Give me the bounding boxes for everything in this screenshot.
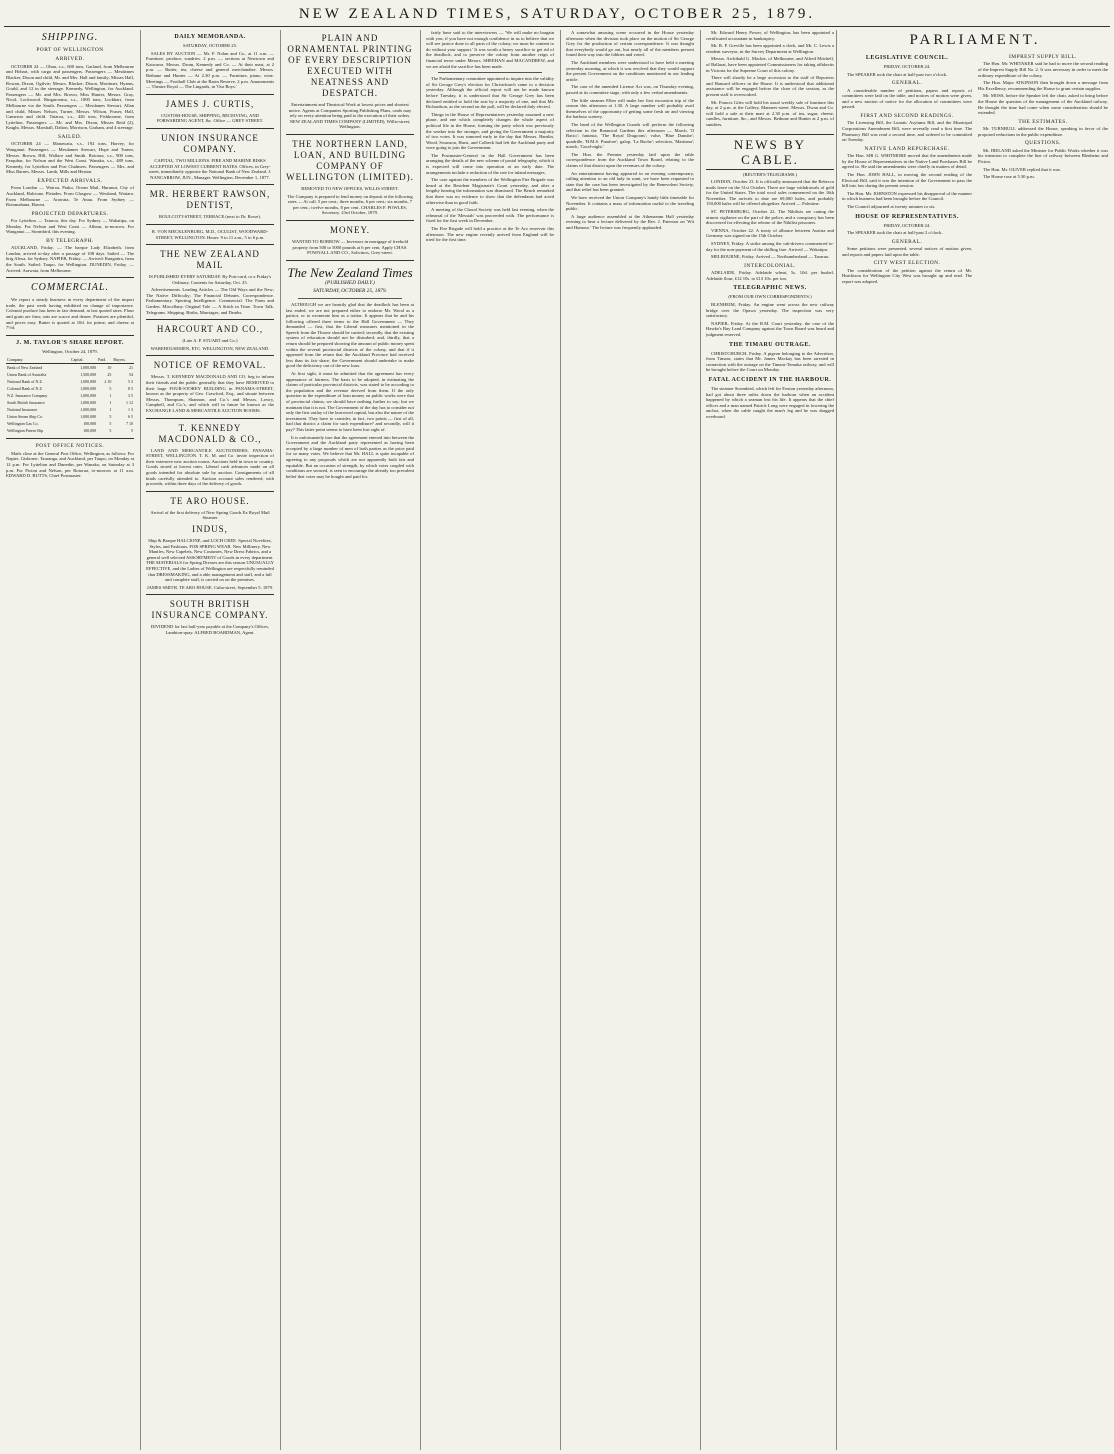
parliament-paragraph: Mr. MOSS, before the Speaker left the chair, asked to bring before the House the question of the management of the Auckland railway. He thought the time had come when some consideration should be extended. [978,93,1108,116]
parliament-heading: PARLIAMENT. [909,32,1041,48]
page-header: NEW ZEALAND TIMES, SATURDAY, OCTOBER 25, 1879. [298,6,816,22]
tearo-ad-arrival: Arrival of the first delivery of New Spring Goods Ex Royal Mail Steamer [150,509,270,521]
news-paragraph: Messrs. Archibald G. Mackie, of Melbourne, and Alfred Mitchell, of Ballarat, have been appointed Commissioners for taking affidavits in Victoria for the Supreme Court of this colony. [706,56,834,73]
divider [286,260,414,261]
column-news-2 [566,30,694,1450]
table-cell: 6 5 [128,414,133,420]
column-rule [280,30,281,1450]
south-british-ad-text: DIVIDEND for last half-year payable at the Company's Offices, Lambton-quay. ALFRED BOARDMAN, Agent. [150,624,270,635]
parliament-paragraph: The SPEAKER took the chair at half-past 2 o'clock. [847,230,943,236]
building-ad-text: The Company is prepared to lend money on deposit at the following rates — At call, 5 per cent.; three months, 6 per cent.; six months, 7 per cent.; twelve months, 8 per cent. CHARLES F. POWLES, Secretary. 23rd October, 1879. [287,193,413,216]
tearo-ad-signature: JAMES SMITH, TE ARO HOUSE. Cuba-street, September 5, 1879. [146,584,274,590]
news-by-cable-heading: NEWS BY CABLE. [706,134,834,170]
table-cell: 100,000 [83,421,97,427]
column-parliament [842,30,1108,1450]
tearo-ad-title: TE ARO HOUSE. [170,495,250,506]
oculist-ad: R. VON MECKLENBURG, M.D., OCULIST, WOODWARD-STREET, WELLINGTON. Hours: 9 to 11 a.m., 5 to 6 p.m. [151,228,269,240]
house-heading: HOUSE OF REPRESENTATIVES. [855,213,959,220]
parliament-paragraph: Mr. TURNBULL addressed the House, speaking in favor of the proposed reductions in the public expenditure. [978,126,1108,137]
column-rule [560,30,561,1450]
fatal-accident-heading: FATAL ACCIDENT IN THE HARBOUR. [708,376,832,383]
mail-ad-text: IS PUBLISHED EVERY SATURDAY. By Post-card, or a Friday's Ordinary. Contents for Saturday, Oct. 25. [148,274,272,285]
news-paragraph: fairly have said to the interviewers — 'We will make no bargain with you; if you have not enough confidence in us to believe that we will see justice done to all parts of the colony, we must be content to do without your support.' It was worth a heavy sacrifice to get rid of the deadlock, and to preserve the colony from another reign of financial terror under Messrs. SHEEHAN and MACANDREW, and we are afraid the sacrifice has been made. [426,30,554,69]
column-rule [140,30,141,1450]
divider [438,72,542,73]
removal-notice-title: NOTICE OF REMOVAL. [153,360,267,371]
table-cell: 5 [131,428,133,434]
news-paragraph: Mr. Francis Giles will hold his usual weekly sale of furniture this day, at 2 p.m. at the Gallery, Manners-street. Messrs. Dwan and Co. will hold a sale at their mart at 2.30 p.m. of tea, sugar, cheese, candles, furniture, &c., and Messrs. Bethune and Hunter at 2 p.m. of sundries. [706,99,834,127]
parliament-right [978,51,1108,286]
harcourt-ad-sub: (Late A. P. STUART and Co.) [182,338,238,344]
harcourt-ad-title: HARCOURT AND CO., [156,324,264,335]
expected-text: From London — Wairoa, Piako, Ocean Mail, Hurunui, City of Auckland, Halcione, Pleiades. From Glasgow — Westland, Waitara. From Melbourne — Arawata, Te Anau. From Sydney — Rotomahana, Hawea. [6,185,134,208]
table-cell: 1,500,000 [80,372,97,378]
news-paragraph: The little steamer Ellen will make her first excursion trip of the season this afternoon at 1.30. A large number will probably avail themselves of the opportunity of getting some fresh air and viewing the harbour scenery. [566,97,694,120]
sailed-heading: SAILED. [57,133,82,140]
table-cell: 21 [129,365,133,371]
table-cell: 1,000,000 [80,400,97,406]
column-advertisements [146,30,274,1450]
table-cell: 1,000,000 [80,407,97,413]
news-paragraph: A large audience assembled at the Athenaeum Hall yesterday evening to hear a lecture delivered by the Rev. J. Paterson on 'Wit and Humour.' The lecture was frequently applauded. [566,213,694,230]
table-cell: 25 [107,372,112,378]
column-cable-news [706,30,834,1450]
column-leader [286,30,414,1450]
parliament-paragraph: The House rose at 5.30 p.m. [983,174,1035,180]
table-cell: 5 [109,386,112,392]
news-paragraph: The Hon. the Premier yesterday laid upon the table correspondence from the Auckland Town Board, relating to the claims of that district upon the revenues of the colony. [566,151,694,169]
divider [146,319,274,320]
memoranda-text: SALES BY AUCTION — Mr. F. Nolan and Co., at 11 a.m. — Furniture, produce, sundries. 2 p.m. — sections at Newtown and Kaiwarra. Messrs. Dwan, Kennedy and Co. — At their mart, at 2 p.m. — Butter, tea, cheese and general merchandise. Messrs. Bethune and Hunter — At 2.30 p.m. — Furniture, piano, wine. Meetings — Football Club at the Basin Reserve, 2 p.m. Amusements — Theatre Royal — The Lingards, in 'Our Boys.' [146,50,274,90]
table-cell: 5 [109,414,112,420]
tearo-ad-ship: INDUS, [192,523,228,534]
share-table [6,356,134,434]
commercial-text: We report a steady business in every department of the import trade, the past week having exhibited no change of importance. Colonial produce has been in fair demand, at last quoted rates. Flour and grain are firm; oats are scarce and dearer. Potatoes are plentiful, and prices easy. Butter is quoted at 10d. for prime, and cheese at 7½d. [6,297,134,331]
divider [146,244,274,245]
header-rule [4,26,1110,27]
sailed-text: OCTOBER 24 — Manawatu, s.s., 192 tons, Harvey, for Wanganui. Passengers — Mesdames Stewart, Hope and Turner, Messrs. Brown, Hill, Wallace and Smith. Rotorua, s.s., 900 tons, Farquhar, for Nelson and the West Coast. Wanaka, s.s., 489 tons, Kennedy, for Lyttelton and Port Chalmers. Passengers — Mrs. and Miss Barnes, Messrs. Lamb, Mills and Heaton. [6,141,134,175]
rawson-ad-title: MR. HERBERT RAWSON, DENTIST, [149,189,271,211]
telegraph-heading: BY TELEGRAPH. [46,237,94,244]
telegraphic-paragraph: NAPIER, Friday. At the R.M. Court yesterday, the case of the Hawke's Bay Land Company against the Town Board was heard and judgment reserved. [706,320,834,337]
projected-heading: PROJECTED DEPARTURES. [31,210,109,217]
leader-paragraph: It is unfortunately true that the agreement entered into between the Government and the Auckland party represented as having been accepted by a large number of men of both parties as the price paid for so many votes. We believe that Mr. HALL is quite incapable of agreeing to any proposals which are not apparently both fair and equitable. But an occasion of strength, by which votes coupled with conditions are secured, is seen to encourage the already too prevalent belief that votes may be bought and paid for. [286,434,414,479]
table-cell: 1,000,000 [80,365,97,371]
union-ad-title: UNION INSURANCE COMPANY. [161,132,259,154]
cable-paragraph: SYDNEY, Friday. A strike among the cab-drivers commenced to-day for the non-payment of the shilling fare. Arrived — Wakatipu. [706,241,834,252]
parliament-paragraph: Mr. IRELAND asked the Minister for Public Works whether it was his intention to complete the line of railway between Blenheim and Picton. [978,147,1108,164]
news-paragraph: A meeting of the Choral Society was held last evening, when the rehearsal of the 'Messiah' was proceeded with. The performance is fixed for the first week in December. [426,207,554,224]
table-row [6,399,134,406]
divider [146,491,274,492]
reuter-subheading: (REUTER'S TELEGRAMS.) [742,171,798,177]
news-paragraph: The Parliamentary committee appointed to inquire into the validity of Sir George Grey's election for Christchurch came to a decision yesterday. Although the official report will not be made known before Tuesday, it is understood that Sir George Grey has been declared entitled to hold the seat by a majority of one, and that Mr. Richardson, as the second on the poll, will be declared duly elected. [426,76,554,110]
rawson-ad-text: BOULCOTT-STREET, TERRACE (next to Dr. Rowe). [159,214,261,220]
harcourt-ad-text: WAREHOUSEMEN, ETC. WELLINGTON, NEW ZEALAND. [150,345,270,351]
cable-paragraph: ST. PETERSBURG, October 22. The Nihilists are caning the utmost vigilance on the part of the police, and a conspiracy has been discovered for effecting the release of the Nihilist prisoners. [706,209,834,226]
parliament-paragraph: Some petitions were presented, several notices of motion given, and reports and papers laid upon the table. [842,246,972,257]
news-paragraph: The Auckland members were understood to have held a meeting yesterday morning, at which it was resolved that they would support the present Government on the conditions mentioned in our leading article. [566,59,694,82]
table-cell: 8 5 [128,386,133,392]
post-office-heading: POST OFFICE NOTICES. [35,443,105,450]
divider [286,134,414,135]
parliament-paragraph: The Hon. SIR G. WHITMORE moved that the amendments made by the House of Representatives in the Native Land Purchases Bill be agreed to. He said the amendments were chiefly in matters of detail. [842,153,972,170]
tearo-ad-text: Ship & Barque HALCIONE, and LOCH CREE. Special Novelties, Styles, and Fashions, FOR SPRING WEAR. New Millinery, New Mantles, New Capelets, New Costumes, New Dress Fabrics, and a general well selected ASSORTMENT of Goods in every department. THE MATERIALS for Spring Dresses are this season UNUSUALLY EFFECTIVE, and the Ladies of Wellington are respectfully reminded that DRESSMAKING, and a able management and staff, and a full and complete staff, is carried on on the premises. [146,537,274,583]
table-cell: 1,000,000 [80,393,97,399]
city-west-heading: CITY WEST ELECTION. [873,260,941,267]
table-row [6,378,134,385]
news-paragraph: A somewhat amusing scene occurred in the House yesterday afternoon when the division took place on the motion of Sir George Grey for the production of certain correspondence. It was thought that everybody would go out, but nearly all of the members present found their way into the lobbies and voted. [566,30,694,58]
leader-paragraph: At first sight, it must be admitted that the agreement has every appearance of fairness. The basis to be adopted, in estimating the claims of particular provincial districts, was stated to be according to the population and the revenue derived from them. If the only question in the expenditure of loan money on public works were that of provincial claims, we should have nothing further to say; but we maintain that it is not. The Government of the day has to consider not only the first outlay of the borrowed capital, but also the nature of the investment. They have to consider, in fact, two points — first of all, had that district a claim for such expenditure? and secondly, will it pay? This latter point seems to have been lost sight of. [286,371,414,432]
news-paragraph: We have received the Union Company's handy little timetable for November. It contains a mass of information useful to the traveling public. [566,195,694,212]
cable-paragraph: ADELAIDE, Friday. Adelaide wheat, 5s. 10d. per bushel. Adelaide flour, £12 10s. to £13 10s. per ton. [706,270,834,281]
native-land-heading: NATIVE LAND REPURCHASE. [864,145,950,152]
table-cell: 100,000 [83,428,97,434]
mail-contents: Advertisements. Leading Articles — The Old Ways and the New; The Native Difficulty; The Financial Debates. Correspondence. Parliamentary. Sporting Intelligence. Commercial. The Farm and Garden. Miscellany. Original Tale — A Stitch in Time. Town Talk. Telegrams. Shipping. Births, Marriages, and Deaths. [146,287,274,315]
parliament-left [842,51,972,286]
divider [298,298,402,299]
commercial-heading: COMMERCIAL. [31,282,109,294]
share-table-header-cell: Company. [6,356,70,364]
table-cell: Bank of New Zealand [7,365,43,371]
curtis-ad-text: CUSTOM-HOUSE, SHIPPING, RECEIVING, AND FORWARDING AGENT, &c. Office — GREY STREET. [156,112,264,124]
share-report-title: J. M. TAYLOR'S SHARE REPORT. [16,339,124,346]
parliament-paragraph: The Hon. Major ATKINSON then brought down a message from His Excellency, recommending the House to grant certain supplies. [978,80,1108,91]
table-cell: 1 12 [126,400,133,406]
news-paragraph: The case of the amended License Act was, on Thursday evening, passed at its committee stage, with only a few verbal amendments. [566,84,694,95]
news-paragraph: Mr. R. P. Greville has been appointed a clerk, and Mr. C. Lewis a resident surveyor, in the Survey Department at Wellington. [706,43,834,54]
estimates-heading: THE ESTIMATES. [1018,118,1068,125]
column-rule [836,30,837,1450]
newspaper-masthead: The New Zealand Times [287,264,413,280]
table-row [6,392,134,399]
divider [286,220,414,221]
divider [146,355,274,356]
table-row [6,427,134,434]
kennedy-ad-title: T. KENNEDY MACDONALD & CO., [158,422,262,444]
general-heading: GENERAL. [891,80,923,87]
share-table-header-cell: Paid. [97,356,112,364]
questions-heading: QUESTIONS. [1024,140,1062,147]
table-row [6,413,134,420]
table-cell: 2 10 [104,379,112,385]
arrived-heading: ARRIVED. [55,56,85,63]
cable-paragraph: MELBOURNE, Friday. Arrived — Northumberland — Tararua. [711,254,830,260]
share-table-header-cell: Buyers. [112,356,134,364]
timaru-paragraph: CHRISTCHURCH, Friday. A pigeon belonging to the Advertiser, from Timaru, states that Mr. James Mackay has been arrested in connection with the outrage on the Timaru-Temuka railway, and will be brought before the Court on Monday. [706,350,834,373]
south-british-ad-title: SOUTH BRITISH INSURANCE COMPANY. [151,599,269,621]
table-cell: 1 3 [128,407,133,413]
column-shipping [6,30,134,1450]
table-cell: 5 2 [128,379,133,385]
news-paragraph: Mr. Edward Henry Power, of Wellington, has been appointed a certificated accountant in bankruptcy. [706,30,834,41]
arrived-text: OCTOBER 24 — Ohau, s.s., 600 tons, Garland, from Melbourne and Hobart, with cargo and passengers. Passengers — Mesdames Blacker, Dixon and child, Mr. and Mrs. Hall and family; Misses Hall, Rowan, Dixon, Ogilvie; Messrs. Blacker, Dixon, Mortimer, Hyams, Gould, and 12 in the steerage. Kennedy, Wellington, for Auckland. Passengers — Mr. and Mrs. Brown, Miss Hunter, Messrs. Gray, Nicol, Lockwood. Ringarooma, s.s., 1000 tons, Lockhart, from Melbourne via the South. Passengers — Mesdames Stewart, Allan and child, Misses Nelson, Turner, Messrs. Wilson, Fraser, Hall, Cameron and child. Taiaroa, s.s., 426 tons, Fishbourne, from Lyttelton. Passengers — Mr. and Mrs. Dixon, Misses Reid (2), Knight, Messrs. Marshall, Dalton, Morrison, Graham, and 4 steerage. [6,63,134,131]
table-cell: 7 10 [126,421,133,427]
table-row [6,364,134,372]
intercolonial-heading: INTERCOLONIAL. [744,262,796,269]
table-cell: Union Steam Ship Co. [7,414,44,420]
telegraphic-subheading: (FROM OUR OWN CORRESPONDENTS.) [728,294,812,300]
table-cell: 1 [109,393,112,399]
table-cell: 1,000,000 [80,414,97,420]
table-cell: Wellington Patent Slip [7,428,44,434]
table-row [6,385,134,392]
divider [6,277,134,278]
table-row [6,371,134,378]
council-date: FRIDAY, OCTOBER 24. [883,64,931,69]
table-cell: 5 [109,421,112,427]
cable-paragraph: VIENNA, October 22. A treaty of alliance between Austria and Germany was signed on the 15th October. [706,227,834,239]
parliament-paragraph: The Licensing Bill, the Lunatic Asylums Bill, and the Municipal Corporations Amendment Bill, were severally read a first time. The Pharmacy Bill was read a second time, and ordered to be committed on Tuesday. [842,120,972,143]
mail-ad-title: THE NEW ZEALAND MAIL [160,249,260,271]
parliament-paragraph: The Hon. Mr. JOHNSTON expressed his disapproval of the manner in which business had been brought before the Council. [842,190,972,202]
parliament-paragraph: The Hon. Mr. WHITAKER said he had to move the second reading of the Imprest Supply Bill No. 2. It was necessary in order to meet the ordinary expenditure of the colony. [978,61,1108,78]
parliament-paragraph: The consideration of the petition against the return of Mr. Hutchison for Wellington City West was brought up and read. The report was adopted. [842,267,972,284]
table-row [6,420,134,427]
timaru-heading: THE TIMARU OUTRAGE. [729,341,811,348]
curtis-ad-title: JAMES J. CURTIS, [165,98,255,109]
news-paragraph: The Postmaster-General in the Hall Government has been arranging the details of the new scheme of postal telegraphy, which it is expected will come into operation at an early date. The arrangements include a reduction of the rate for inland messages. [426,152,554,175]
divider [146,224,274,225]
parliament-paragraph: The Hon. Mr. OLIVER replied that it was. [983,166,1062,172]
port-heading: PORT OF WELLINGTON [36,47,104,53]
published-daily: (PUBLISHED DAILY.) [325,279,375,286]
table-cell: 1 [109,400,112,406]
table-cell: Wellington Gas Co. [7,421,39,427]
telegraph-text: AUCKLAND, Friday. — The barque Lady Elizabeth, from London, arrived to-day after a passage of 108 days. Sailed — The brig Alexa, for Sydney. NAPIER, Friday. — Arrived: Rangatira, from the South. Sailed: Taupo, for Wellington. DUNEDIN, Friday. — Arrived: Arawata, from Melbourne. [6,245,134,273]
parliament-paragraph: A considerable number of petitions, papers and reports of committees were laid on the table, and notices of motion were given, and a new motion of notice for the allocation of committees were passed. [842,87,972,110]
table-cell: South British Insurance [7,400,45,406]
telegraphic-paragraph: BLENHEIM, Friday. An engine went across the new railway bridge over the Opawa yesterday. The inspection was very satisfactory. [706,302,834,319]
share-table-header-cell: Capital. [70,356,97,364]
table-cell: Colonial Bank of N.Z. [7,386,43,392]
kennedy-ad-text: LAND AND MERCANTILE AUCTIONEERS, PANAMA-STREET, WELLINGTON. T. K. M. and Co. invite inspection of their extensive new auction rooms. Auctions held in town or country. Goods stored at lowest rates. Liberal cash advances made on all goods intended for absolute sale by auction. Consignments of all kinds carefully attended to. Auction account sales rendered, with proceeds, within three days of the delivery of goods. [146,447,274,487]
divider [146,418,274,419]
divider [146,184,274,185]
telegraphic-heading: TELEGRAPHIC NEWS. [733,285,807,292]
news-paragraph: The Fire Brigade will hold a practice at the Te Aro reservoir this afternoon. The new engine recently arrived from England will be tried for the first time. [426,226,554,243]
house-date: FRIDAY, OCTOBER 24. [883,222,931,228]
table-row [6,406,134,413]
leader-paragraph: ALTHOUGH we are heartily glad that the deadlock has been at last ended, we are not prepared either to endorse Mr. Wood as a patriot, or to exonerate him as a traitor. It appears that he and his following offered three terms to the Hall Government — They demanded — first, that the Liberal measures mentioned in the Speech from the Throne should be carried; secondly, that the existing system of education should not be disturbed; and, thirdly, that a return should be prepared showing the amount of public money spent within the several provincial districts of the colony, and that if it appeared from the return that the Auckland Province had received less than its fair share, the Government should undertake to make good the deficiency out of the new loan. [286,301,414,369]
table-cell: 1,000,000 [80,379,97,385]
news-paragraph: The case against the members of the Wellington Fire Brigade was heard at the Resident Magistrate's Court yesterday, and after a lengthy hearing the information was dismissed. The Bench remarked that there was no evidence to show that the defendants had acted otherwise than in good faith. [426,177,554,205]
share-table-header [6,356,134,364]
building-ad-removed: REMOVED TO NEW OFFICES, WILLIS STREET. [301,185,399,191]
removal-notice-text: Messrs. T. KENNEDY MACDONALD AND CO. beg to inform their friends and the public generally that they have REMOVED to their large FOUR-STOREY BUILDING in PANAMA-STREET, known as the property of Geo. Crawford, Esq., and situate between Messrs. Thompson, Shannon, and Co.'s and Messrs. Lowry, Campbell, and Co.'s, and which will in future be known as the EXCHANGE LAND & MERCANTILE AUCTION ROOMS. [146,374,274,413]
divider [6,335,134,336]
column-news-1 [426,30,554,1450]
readings-heading: FIRST AND SECOND READINGS. [860,112,954,119]
building-ad-title: THE NORTHERN LAND, LOAN, AND BUILDING COMPANY OF WELLINGTON (LIMITED). [286,138,414,182]
expected-heading: EXPECTED ARRIVALS. [37,177,103,184]
divider [146,94,274,95]
table-cell: 1,000,000 [80,386,97,392]
share-report-date: Wellington, October 24, 1879. [42,348,98,354]
shipping-heading: SHIPPING. [41,32,99,43]
money-ad-title: MONEY. [329,224,371,235]
projected-text: For Lyttelton — Taiaroa, this day. For Sydney — Wakatipu, on Monday. For Nelson and West Coast — Albion, to-morrow. For Wanganui — Stormbird, this evening. [6,218,134,235]
fatal-accident-paragraph: The steamer Stormbird, which left for Foxton yesterday afternoon, had got about three miles down the harbour when an accident happened by which a seaman lost his life. It appears that the chief officer and a man named Patrick Long were engaged in lowering the anchor, when the cable caught the man's leg and he was dragged overboard. [706,385,834,419]
table-cell: National Insurance [7,407,38,413]
news-paragraph: Things in the House of Representatives yesterday assumed a new phase, and one which completely changes the whole aspect of political life in the House, forming the party which was previously the weaker into the stronger, and giving the Government a majority of two votes. It was rumored early in the day that Messrs. Hamlin, Wood, Swanson, Hurst, and Colbeck had left the Auckland party and were going to join the Government. [426,111,554,151]
table-cell: 5 [109,428,112,434]
table-cell: 54 [129,372,133,378]
table-cell: National Bank of N.Z. [7,379,43,385]
printing-ad-text: Entertainment and Theatrical Work at lowest prices and shortest notice. Agents at Companies Sporting Publishing Plans, cards may rely on every attention being paid to the execution of their orders. NEW ZEALAND TIMES COMPANY (LIMITED), Willis-street, Wellington. [288,102,412,130]
parliament-paragraph: The Hon. JOHN HALL, in moving the second reading of the Electoral Bill, said it was the intention of the Government to pass the bill into law during the present session. [842,171,972,189]
union-ad-text: CAPITAL, TWO MILLIONS. FIRE AND MARINE RISKS ACCEPTED AT LOWEST CURRENT RATES. Offices, in Grey-street, immediately opposite the National Bank of New Zealand. J. NANCARROW, JUN., Manager. Wellington, December 1, 1877. [148,157,272,180]
money-ad-text: WANTED TO BORROW — Investors in mortgage of freehold property from 500 to 5000 pounds at 6 per cent. Apply CHAS. POWNALL AND CO., Solicitors, Grey-street. [291,238,409,256]
leader-date: SATURDAY, OCTOBER 25, 1879. [313,288,387,295]
table-cell: Union Bank of Australia [7,372,47,378]
table-cell: N.Z. Insurance Company [7,393,48,399]
divider [146,594,274,595]
parliament-paragraph: The Council adjourned at twenty minutes to six. [847,203,936,209]
council-heading: LEGISLATIVE COUNCIL. [865,55,949,61]
divider [6,438,134,439]
column-rule [700,30,701,1450]
news-paragraph: An entertainment having appeared in an evening contemporary, calling attention to an old lady in want, we have been requested to state that the case has been investigated by the Benevolent Society, and that relief has been granted. [566,170,694,193]
table-cell: 10 [107,365,112,371]
news-paragraph: There will shortly be a large accession to the staff of Reporters and Hansard officers in the House. It is understood that additional assistance will be engaged before the close of the session, as the present staff is overworked. [706,75,834,97]
memoranda-heading: DAILY MEMORANDA. [174,34,246,40]
memoranda-date: SATURDAY, OCTOBER 25. [182,43,238,48]
parliament-paragraph: The SPEAKER took the chair at half-past two o'clock. [847,71,948,77]
news-paragraph: The band of the Wellington Guards will perform the following selection in the Botanical Gardens this afternoon — March, 'Il Bacio'; fantasia, 'The Royal Dragoons'; valse, 'Blue Danube'; quadrille, 'H.M.S. Pinafore'; galop, 'La Ruche'; selection, 'Maritana'; march, 'Good-night.' [566,121,694,150]
table-cell: 1 [109,407,112,413]
table-cell: 3 5 [128,393,133,399]
printing-ad-title: PLAIN AND ORNAMENTAL PRINTING OF EVERY DESCRIPTION EXECUTED WITH NEATNESS AND DESPATCH. [287,33,413,98]
imprest-heading: IMPREST SUPPLY BILL. [1008,54,1078,60]
post-office-text: Mails close at the General Post Office, Wellington, as follows: For Napier, Gisborne, Tauranga, and Auckland, per Taupo, on Monday at 12 p.m. For Lyttelton and Dunedin, per Wanaka, on Saturday at 3 p.m. For Picton and Nelson, per Rotorua, to-morrow at 11 a.m. EDWARD D. BUTTS, Chief Postmaster. [6,450,134,479]
divider [146,128,274,129]
cable-paragraph: LONDON, October 23. It is officially announced that the Rebecca mails leave on the 31st October. There are large withdrawals of gold for the United States. The total wool sales commenced on the 16th November. The arrivals to date are 69,000 bales, and probably 150,000 bales will be offered altogether. Arrived — Palestine. [706,179,834,207]
house-general-heading: GENERAL. [891,238,923,245]
column-rule [420,30,421,1450]
